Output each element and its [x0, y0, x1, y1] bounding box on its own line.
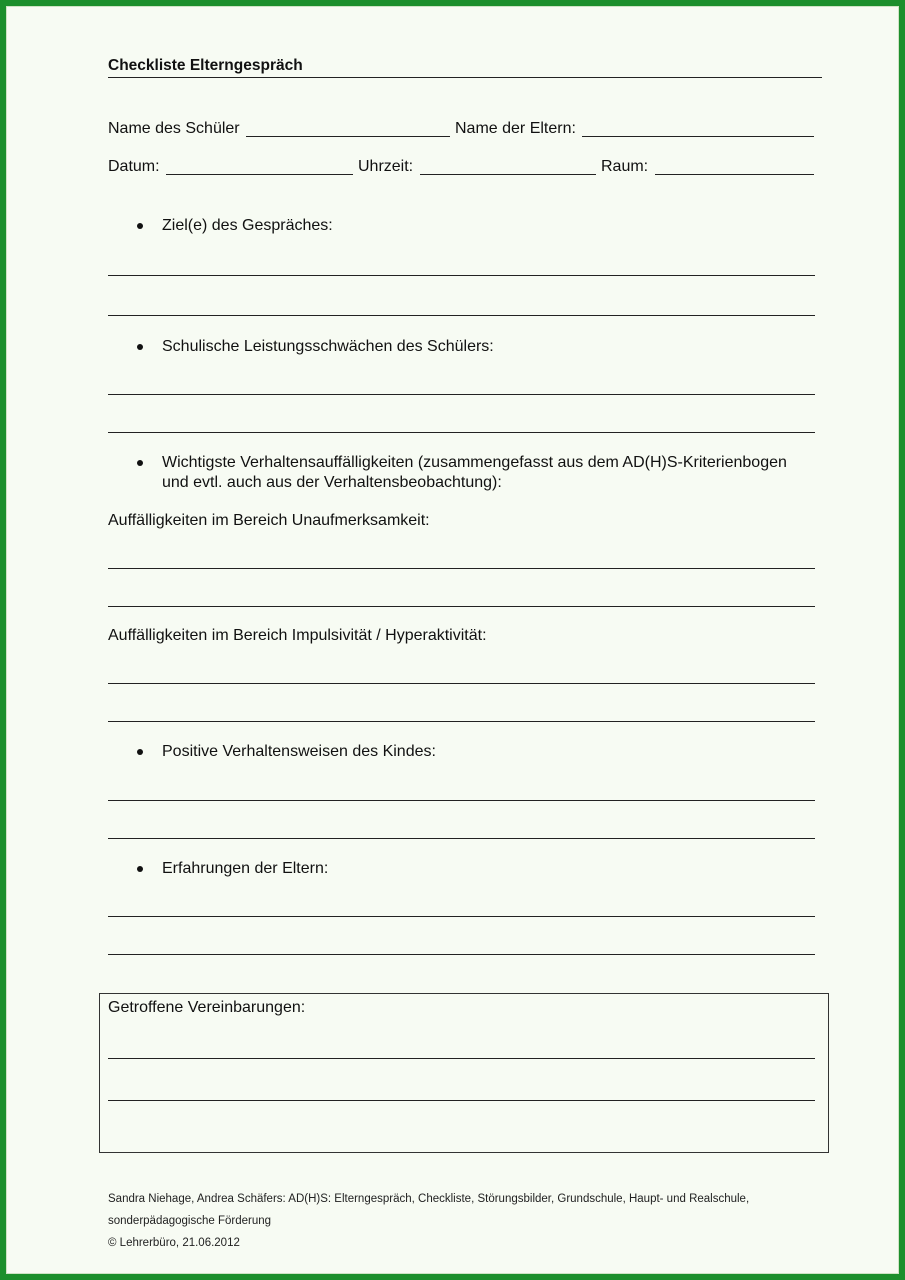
bullet-icon [137, 866, 143, 872]
bullet-icon [137, 223, 143, 229]
date-label: Datum: [108, 158, 160, 175]
goals-line-2[interactable] [108, 315, 815, 316]
time-field[interactable] [420, 174, 596, 175]
date-field[interactable] [166, 174, 353, 175]
positive-line-2[interactable] [108, 838, 815, 839]
school-weaknesses-line-2[interactable] [108, 432, 815, 433]
room-field[interactable] [655, 174, 814, 175]
footer-citation-line-1: Sandra Niehage, Andrea Schäfers: AD(H)S: Elterngespräch, Checkliste, Störungsbilder, Grundschule, Haupt- und Realschule, [108, 1193, 750, 1205]
inattention-line-1[interactable] [108, 568, 815, 569]
title-underline [108, 77, 822, 78]
school-weaknesses-heading: Schulische Leistungsschwächen des Schülers: [162, 338, 494, 355]
positive-heading: Positive Verhaltensweisen des Kindes: [162, 743, 436, 760]
school-weaknesses-line-1[interactable] [108, 394, 815, 395]
footer-citation-line-2: sonderpädagogische Förderung [108, 1215, 272, 1227]
impulsivity-line-2[interactable] [108, 721, 815, 722]
agreements-heading: Getroffene Vereinbarungen: [108, 999, 306, 1016]
bullet-icon [137, 749, 143, 755]
positive-line-1[interactable] [108, 800, 815, 801]
room-label: Raum: [601, 158, 649, 175]
bullet-icon [137, 344, 143, 350]
parents-name-field[interactable] [582, 136, 814, 137]
student-name-label: Name des Schüler [108, 120, 240, 137]
impulsivity-line-1[interactable] [108, 683, 815, 684]
behavior-heading-line-1: Wichtigste Verhaltensauffälligkeiten (zusammengefasst aus dem AD(H)S-Kriterienbogen [162, 454, 787, 471]
inattention-line-2[interactable] [108, 606, 815, 607]
inattention-heading: Auffälligkeiten im Bereich Unaufmerksamkeit: [108, 512, 430, 529]
parents-experience-line-2[interactable] [108, 954, 815, 955]
footer-copyright: © Lehrerbüro, 21.06.2012 [108, 1237, 240, 1249]
agreements-line-1[interactable] [108, 1058, 815, 1059]
parents-name-label: Name der Eltern: [455, 120, 576, 137]
page-title: Checkliste Elterngespräch [108, 57, 303, 74]
parents-experience-line-1[interactable] [108, 916, 815, 917]
agreements-line-2[interactable] [108, 1100, 815, 1101]
student-name-field[interactable] [246, 136, 450, 137]
goals-line-1[interactable] [108, 275, 815, 276]
parents-experience-heading: Erfahrungen der Eltern: [162, 860, 329, 877]
time-label: Uhrzeit: [358, 158, 414, 175]
goals-heading: Ziel(e) des Gespräches: [162, 217, 333, 234]
bullet-icon [137, 460, 143, 466]
behavior-heading-line-2: und evtl. auch aus der Verhaltensbeobachtung): [162, 474, 502, 491]
impulsivity-heading: Auffälligkeiten im Bereich Impulsivität / Hyperaktivität: [108, 627, 487, 644]
